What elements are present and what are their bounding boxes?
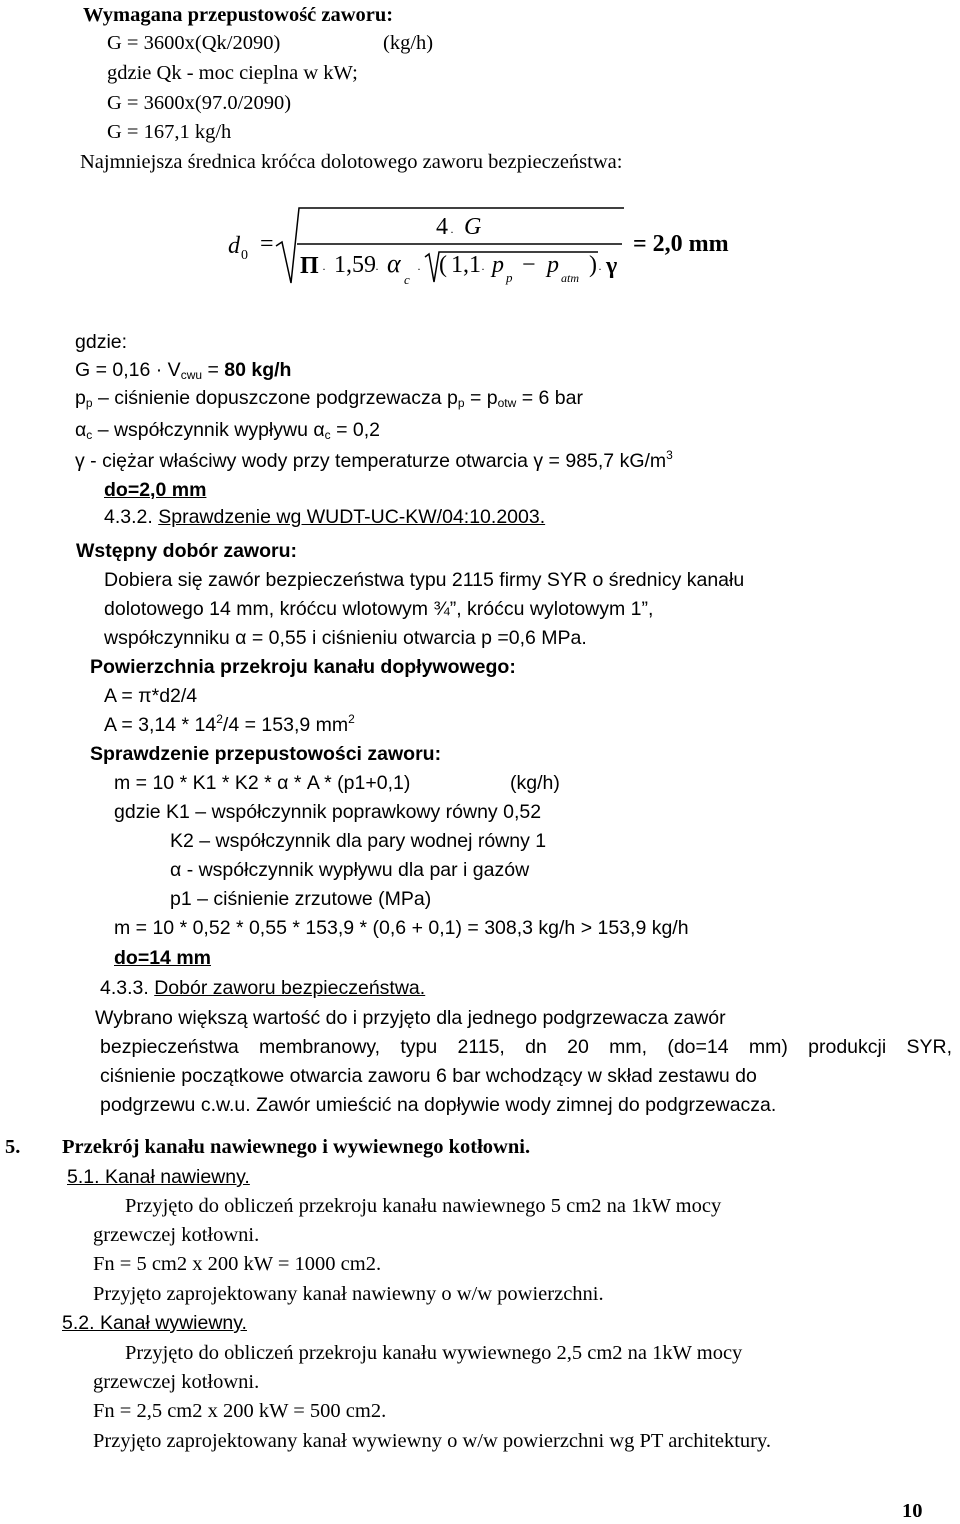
area-formula: A = π*d2/4: [104, 685, 198, 707]
area-calc: $A = 3,14 * 14^2/4 = 153,9$ $mm^2$: [104, 712, 355, 736]
eq-num-G: G: [464, 214, 482, 240]
eq-d-sub: 0: [241, 248, 248, 263]
min-diameter-heading: Najmniejsza średnica króćca dolotowego zaworu bezpieczeństwa:: [80, 151, 623, 173]
eq-num-dot: ·: [450, 225, 454, 239]
selection-line-4: podgrzewu c.w.u. Zawór umieścić na dopływie wody zimnej do podgrzewacza.: [100, 1094, 777, 1116]
legend-gdzie: gdzie:: [75, 331, 128, 353]
chapter-5-title: Przekrój kanału nawiewnego i wywiewnego kotłowni.: [62, 1136, 531, 1158]
legend-pp-line: $p_p$ – ciśnienie dopuszczone podgrzewacza $p_p = p_{otw} = 6$ bar: [75, 387, 583, 410]
eq-den-gamma: γ: [606, 253, 618, 279]
eq-den-dot4: ·: [481, 262, 485, 276]
eq-den-minus: −: [522, 252, 536, 278]
eq-den-pi: Π: [300, 253, 319, 279]
section-5-1-title: 5.1. Kanał nawiewny.: [67, 1166, 250, 1188]
area-heading: Powierzchnia przekroju kanału dopływowego:: [90, 656, 516, 678]
eq-den-159: 1,59: [334, 252, 376, 278]
eq-den-patm-sub: atm: [561, 271, 579, 285]
s52-line-3: Fn = 2,5 cm2 x 200 kW = 500 cm2.: [93, 1400, 387, 1422]
s52-line-1: Przyjęto do obliczeń przekroju kanału wywiewnego 2,5 cm2 na 1kW mocy: [125, 1342, 743, 1364]
prelim-line-3: współczynniku α = 0,55 i ciśnieniu otwarcia p =0,6 MPa.: [104, 627, 587, 649]
eq-den-dot2: ·: [375, 262, 379, 276]
eq-den-pp: p: [492, 252, 504, 278]
valve-flow-unit: (kg/h): [383, 32, 434, 54]
valve-flow-heading: Wymagana przepustowość zaworu:: [83, 4, 394, 26]
eq-den-patm: p: [547, 252, 559, 278]
prelim-line-2: dolotowego 14 mm, króćcu wlotowym ¾”, króćcu wylotowym 1”,: [104, 598, 654, 620]
section-4-3-2-title: 4.3.2. Sprawdzenie wg WUDT-UC-KW/04:10.2003.: [104, 506, 546, 528]
eq-den-dot5: ·: [598, 262, 602, 276]
valve-flow-result: G = 167,1 kg/h: [107, 121, 232, 143]
flow-alpha: α - współczynnik wypływu dla par i gazów: [170, 859, 530, 881]
flow-k1: gdzie K1 – współczynnik poprawkowy równy 0,52: [114, 801, 542, 823]
legend-g-line: $G = 0,16 \cdot V_{cwu} = 80$ kg/h: [75, 359, 292, 382]
s51-line-4: Przyjęto zaprojektowany kanał nawiewny o w/w powierzchni.: [93, 1283, 604, 1305]
flow-do-result: do=14 mm: [114, 947, 211, 969]
prelim-line-1: Dobiera się zawór bezpieczeństwa typu 2115 firmy SYR o średnicy kanału: [104, 569, 745, 591]
selection-line-3: ciśnienie początkowe otwarcia zaworu 6 bar wchodzący w skład zestawu do: [100, 1065, 757, 1087]
eq-den-dot3: ·: [417, 262, 421, 276]
eq-d: d: [228, 233, 240, 259]
flow-formula: m = 10 * K1 * K2 * α * A * (p1+0,1): [114, 772, 411, 794]
eq-den-dot1: ·: [322, 262, 326, 276]
eq-den-alpha: α: [387, 249, 401, 278]
s51-line-2: grzewczej kotłowni.: [93, 1224, 260, 1246]
flow-calc: m = 10 * 0,52 * 0,55 * 153,9 * (0,6 + 0,1) = 308,3 kg/h > 153,9 kg/h: [114, 917, 689, 939]
legend-gamma-line: γ - ciężar właściwy wody przy temperaturze otwarcia γ = 985,7 $kG/m^3$: [75, 448, 673, 472]
selection-line-2: bezpieczeństwa membranowy, typu 2115, dn 20 mm, (do=14 mm) produkcji SYR,: [100, 1036, 952, 1058]
page-number: 10: [902, 1500, 923, 1522]
valve-flow-substitution: G = 3600x(97.0/2090): [107, 92, 292, 114]
flow-p1: p1 – ciśnienie zrzutowe (MPa): [170, 888, 432, 910]
s51-line-1: Przyjęto do obliczeń przekroju kanału nawiewnego 5 cm2 na 1kW mocy: [125, 1195, 722, 1217]
flow-k2: K2 – współczynnik dla pary wodnej równy 1: [170, 830, 547, 852]
eq-den-11: 1,1: [451, 252, 481, 278]
prelim-heading: Wstępny dobór zaworu:: [76, 540, 297, 562]
eq-den-pp-sub: p: [506, 270, 513, 285]
flow-heading: Sprawdzenie przepustowości zaworu:: [90, 743, 442, 765]
diameter-equation: [0, 0, 960, 300]
flow-unit: (kg/h): [510, 772, 560, 794]
s52-line-2: grzewczej kotłowni.: [93, 1371, 260, 1393]
section-4-3-3-title: 4.3.3. Dobór zaworu bezpieczeństwa.: [100, 977, 426, 999]
valve-flow-qk-note: gdzie Qk - moc cieplna w kW;: [107, 62, 358, 84]
eq-den-paren-close: ): [589, 252, 597, 278]
valve-flow-formula: G = 3600x(Qk/2090): [107, 32, 281, 54]
selection-line-1: Wybrano większą wartość do i przyjęto dla jednego podgrzewacza zawór: [95, 1007, 726, 1029]
eq-result: = 2,0 mm: [633, 231, 729, 257]
eq-den-alpha-sub: c: [404, 272, 410, 287]
s52-line-4: Przyjęto zaprojektowany kanał wywiewny o w/w powierzchni wg PT architektury.: [93, 1430, 772, 1452]
legend-do-result: do=2,0 mm: [104, 479, 207, 501]
section-5-2-title: 5.2. Kanał wywiewny.: [62, 1312, 247, 1334]
eq-den-paren-open: (: [439, 252, 447, 278]
legend-alpha-line: $\alpha_c$ – współczynnik wypływu $\alpha_c = 0,2$: [75, 419, 380, 442]
eq-num-4: 4: [436, 214, 448, 240]
eq-equals: =: [260, 231, 274, 257]
chapter-5-number: 5.: [5, 1136, 21, 1158]
s51-line-3: Fn = 5 cm2 x 200 kW = 1000 cm2.: [93, 1253, 382, 1275]
